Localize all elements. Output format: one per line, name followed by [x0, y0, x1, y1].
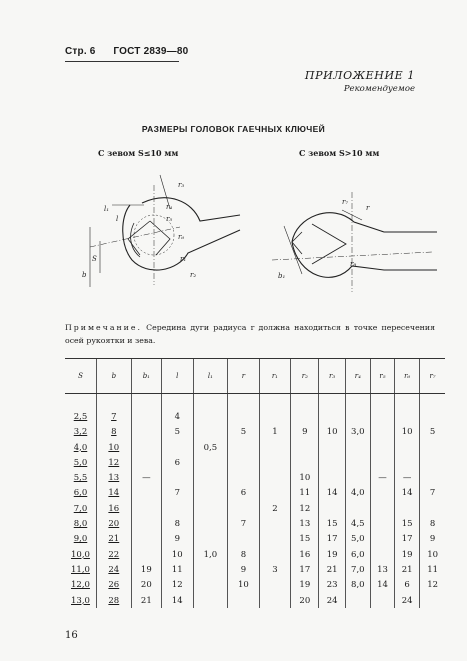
wrench-large-diagram — [272, 182, 442, 302]
column-header: r₄ — [345, 359, 370, 394]
table-cell: 10 — [162, 547, 193, 562]
table-cell — [193, 486, 228, 501]
table-cell: 10 — [96, 440, 131, 455]
table-cell: 28 — [96, 593, 131, 608]
table-cell: 11 — [420, 562, 445, 577]
table-cell: 14 — [162, 593, 193, 608]
table-cell — [420, 470, 445, 485]
standard-label: ГОСТ 2839—80 — [113, 46, 189, 57]
dim-b1: b₁ — [278, 272, 286, 280]
dim-r6: r₆ — [178, 233, 185, 241]
table-cell: 11,0 — [71, 564, 90, 575]
table-cell: 24 — [319, 593, 345, 608]
table-cell — [228, 470, 259, 485]
table-cell: 19 — [319, 547, 345, 562]
wrench-small-diagram — [70, 165, 250, 310]
table-cell: 16 — [96, 501, 131, 516]
table-cell — [162, 501, 193, 516]
table-cell — [193, 562, 228, 577]
table-row — [65, 547, 445, 562]
right-caption: С зевом S>10 мм — [299, 148, 380, 158]
table-row — [65, 455, 445, 470]
table-cell: 26 — [96, 578, 131, 593]
table-cell: 16 — [291, 547, 319, 562]
dim-r3: r₃ — [178, 181, 185, 189]
table-row — [65, 409, 445, 424]
column-header: r₅ — [370, 359, 394, 394]
table-cell — [420, 501, 445, 516]
table-row — [65, 516, 445, 531]
table-cell — [420, 409, 445, 424]
table-note — [65, 321, 435, 347]
table-cell: 11 — [162, 562, 193, 577]
table-cell: 7,0 — [73, 503, 88, 514]
dim-r4: r₄ — [166, 203, 173, 211]
table-cell — [319, 455, 345, 470]
table-cell: 2 — [259, 501, 290, 516]
table-cell: 10 — [319, 425, 345, 440]
table-cell — [319, 501, 345, 516]
table-cell — [228, 593, 259, 608]
table-row — [65, 578, 445, 593]
table-cell — [395, 440, 420, 455]
table-cell — [259, 516, 290, 531]
table-cell — [162, 470, 193, 485]
table-cell — [370, 516, 394, 531]
table-cell: 17 — [319, 532, 345, 547]
table-cell: 12 — [162, 578, 193, 593]
table-cell — [193, 425, 228, 440]
table-cell: 10 — [228, 578, 259, 593]
table-cell: 23 — [319, 578, 345, 593]
table-cell: 6,0 — [345, 547, 370, 562]
table-cell — [131, 532, 161, 547]
table-cell — [420, 593, 445, 608]
page-number: 16 — [65, 630, 78, 641]
table-cell: — — [370, 470, 394, 485]
table-cell: 22 — [96, 547, 131, 562]
table-cell — [228, 532, 259, 547]
dim-r: r — [366, 204, 370, 212]
column-header: l₁ — [193, 359, 228, 394]
table-cell: 21 — [131, 593, 161, 608]
table-cell: 14 — [395, 486, 420, 501]
table-cell: 7,0 — [345, 562, 370, 577]
dim-r2: r₂ — [190, 271, 197, 279]
column-header: b — [96, 359, 131, 394]
table-cell — [131, 425, 161, 440]
table-cell: 4,5 — [345, 516, 370, 531]
column-header: S — [65, 359, 96, 394]
table-cell: 19 — [291, 578, 319, 593]
dim-S: S — [92, 255, 97, 263]
table-cell — [131, 501, 161, 516]
spacer-row — [65, 394, 445, 410]
table-cell: 15 — [395, 516, 420, 531]
table-cell — [162, 440, 193, 455]
section-title: РАЗМЕРЫ ГОЛОВОК ГАЕЧНЫХ КЛЮЧЕЙ — [141, 124, 326, 134]
table-cell — [370, 501, 394, 516]
table-cell: 4,0 — [73, 442, 88, 453]
table-row — [65, 501, 445, 516]
table-cell: 0,5 — [193, 440, 228, 455]
table-cell: 7 — [162, 486, 193, 501]
table-cell: 15 — [319, 516, 345, 531]
table-body — [65, 394, 445, 609]
table-cell: 20 — [291, 593, 319, 608]
table-cell: 6 — [228, 486, 259, 501]
table-cell: 9 — [291, 425, 319, 440]
appendix-title: ПРИЛОЖЕНИЕ 1 — [304, 69, 415, 82]
dim-r5: r₅ — [166, 215, 173, 223]
dim-r7: r₇ — [342, 198, 349, 206]
table-cell — [259, 532, 290, 547]
table-cell — [319, 409, 345, 424]
table-cell — [395, 501, 420, 516]
table-cell: 21 — [319, 562, 345, 577]
dim-b: b — [82, 271, 87, 279]
table-cell: 6,0 — [73, 488, 88, 499]
table-cell: 9,0 — [73, 534, 88, 545]
table-cell: 6 — [162, 455, 193, 470]
table-cell: 8,0 — [345, 578, 370, 593]
dim-r8: r₈ — [350, 260, 357, 268]
table-cell: 9 — [228, 562, 259, 577]
table-cell — [259, 455, 290, 470]
table-cell — [420, 455, 445, 470]
table-cell — [370, 547, 394, 562]
table-cell: 4,0 — [345, 486, 370, 501]
table-cell: 5 — [162, 425, 193, 440]
table-cell: 21 — [395, 562, 420, 577]
table-cell — [193, 455, 228, 470]
table-cell — [228, 455, 259, 470]
table-cell: 3,0 — [345, 425, 370, 440]
table-cell: 8 — [228, 547, 259, 562]
header-rule — [65, 61, 179, 62]
table-cell — [131, 547, 161, 562]
table-cell — [131, 440, 161, 455]
dim-r1: r₁ — [180, 255, 187, 263]
table-cell — [259, 578, 290, 593]
table-cell — [193, 532, 228, 547]
table-cell — [228, 409, 259, 424]
column-header: r₃ — [319, 359, 345, 394]
table-cell — [345, 501, 370, 516]
table-cell — [259, 547, 290, 562]
table-cell: 9 — [162, 532, 193, 547]
table-cell: 8,0 — [73, 519, 88, 530]
table-cell — [395, 455, 420, 470]
table-cell: 8 — [420, 516, 445, 531]
column-header: r₂ — [291, 359, 319, 394]
table-row — [65, 532, 445, 547]
table-cell — [259, 486, 290, 501]
page-label: Стр. 6 — [65, 46, 96, 57]
table-cell: 20 — [131, 578, 161, 593]
table-cell — [370, 409, 394, 424]
table-cell — [193, 593, 228, 608]
column-header: l — [162, 359, 193, 394]
table-cell: 11 — [291, 486, 319, 501]
table-row — [65, 440, 445, 455]
table-cell — [259, 593, 290, 608]
table-cell: 8 — [162, 516, 193, 531]
page-header — [65, 46, 188, 57]
table-cell — [131, 516, 161, 531]
table-cell: 20 — [96, 516, 131, 531]
table-cell — [131, 409, 161, 424]
table-cell — [319, 470, 345, 485]
table-cell: 9 — [420, 532, 445, 547]
table-cell — [291, 440, 319, 455]
table-cell: 12 — [420, 578, 445, 593]
column-header: r₆ — [395, 359, 420, 394]
table-row — [65, 562, 445, 577]
table-cell: 3,2 — [73, 427, 88, 438]
table-cell: 19 — [395, 547, 420, 562]
table-cell — [193, 470, 228, 485]
table-cell — [345, 470, 370, 485]
column-header: b₁ — [131, 359, 161, 394]
table-cell: 5 — [228, 425, 259, 440]
table-cell: 12,0 — [71, 580, 90, 591]
table-row — [65, 486, 445, 501]
table-cell — [193, 578, 228, 593]
dim-l1: l₁ — [104, 205, 110, 213]
table-cell: 21 — [96, 532, 131, 547]
table-cell — [259, 470, 290, 485]
table-cell: 17 — [291, 562, 319, 577]
table-cell: 10,0 — [71, 549, 90, 560]
table-cell: 17 — [395, 532, 420, 547]
table-cell — [259, 409, 290, 424]
table-cell: 14 — [370, 578, 394, 593]
table-cell: 13 — [370, 562, 394, 577]
table-cell: 5,0 — [345, 532, 370, 547]
table-cell: 3 — [259, 562, 290, 577]
table-row — [65, 470, 445, 485]
table-cell: 19 — [131, 562, 161, 577]
table-cell: 1 — [259, 425, 290, 440]
dim-l: l — [116, 215, 119, 223]
table-cell: 13 — [96, 470, 131, 485]
table-cell: 10 — [420, 547, 445, 562]
table-cell: 10 — [291, 470, 319, 485]
table-cell — [370, 440, 394, 455]
table-cell: 2,5 — [73, 411, 88, 422]
table-cell: 8 — [96, 425, 131, 440]
column-header: r₇ — [420, 359, 445, 394]
table-row — [65, 593, 445, 608]
table-cell: 7 — [96, 409, 131, 424]
table-cell — [193, 409, 228, 424]
table-cell: 14 — [96, 486, 131, 501]
note-text: Середина дуги радиуса r должна находиться в точке пересечения осей рукоятки и зева. — [65, 323, 435, 345]
table-cell — [319, 440, 345, 455]
table-cell — [370, 455, 394, 470]
table-cell — [370, 593, 394, 608]
table-cell: — — [395, 470, 420, 485]
table-cell — [291, 455, 319, 470]
table-cell: 10 — [395, 425, 420, 440]
table-cell: 6 — [395, 578, 420, 593]
table-row — [65, 425, 445, 440]
table-header-row — [65, 359, 445, 394]
table-cell: 5,5 — [73, 473, 88, 484]
table-cell: 12 — [291, 501, 319, 516]
table-cell — [345, 593, 370, 608]
table-cell: 24 — [96, 562, 131, 577]
table-cell — [259, 440, 290, 455]
table-cell — [370, 425, 394, 440]
table-cell — [370, 532, 394, 547]
table-cell: 1,0 — [193, 547, 228, 562]
column-header: r — [228, 359, 259, 394]
table-cell — [193, 516, 228, 531]
appendix-subtitle: Рекомендуемое — [343, 84, 415, 94]
table-cell — [131, 486, 161, 501]
dimensions-table — [65, 358, 445, 608]
table-cell — [228, 501, 259, 516]
table-cell: 24 — [395, 593, 420, 608]
table-cell: 4 — [162, 409, 193, 424]
table-cell: 12 — [96, 455, 131, 470]
table-cell — [395, 409, 420, 424]
table-cell: — — [131, 470, 161, 485]
note-lead: Примечание. — [65, 323, 142, 332]
table-cell: 5 — [420, 425, 445, 440]
left-caption: С зевом S≤10 мм — [98, 148, 179, 158]
table-cell — [420, 440, 445, 455]
table-cell — [370, 486, 394, 501]
table-cell: 14 — [319, 486, 345, 501]
table-cell: 5,0 — [73, 457, 88, 468]
table-cell: 7 — [228, 516, 259, 531]
table-cell: 7 — [420, 486, 445, 501]
table-cell: 13,0 — [71, 595, 90, 606]
table-cell — [228, 440, 259, 455]
table-cell — [345, 440, 370, 455]
table-cell — [291, 409, 319, 424]
table-cell — [193, 501, 228, 516]
table-cell — [131, 455, 161, 470]
column-header: r₁ — [259, 359, 290, 394]
table-cell: 15 — [291, 532, 319, 547]
table-cell — [345, 409, 370, 424]
table-cell: 13 — [291, 516, 319, 531]
table-cell — [345, 455, 370, 470]
